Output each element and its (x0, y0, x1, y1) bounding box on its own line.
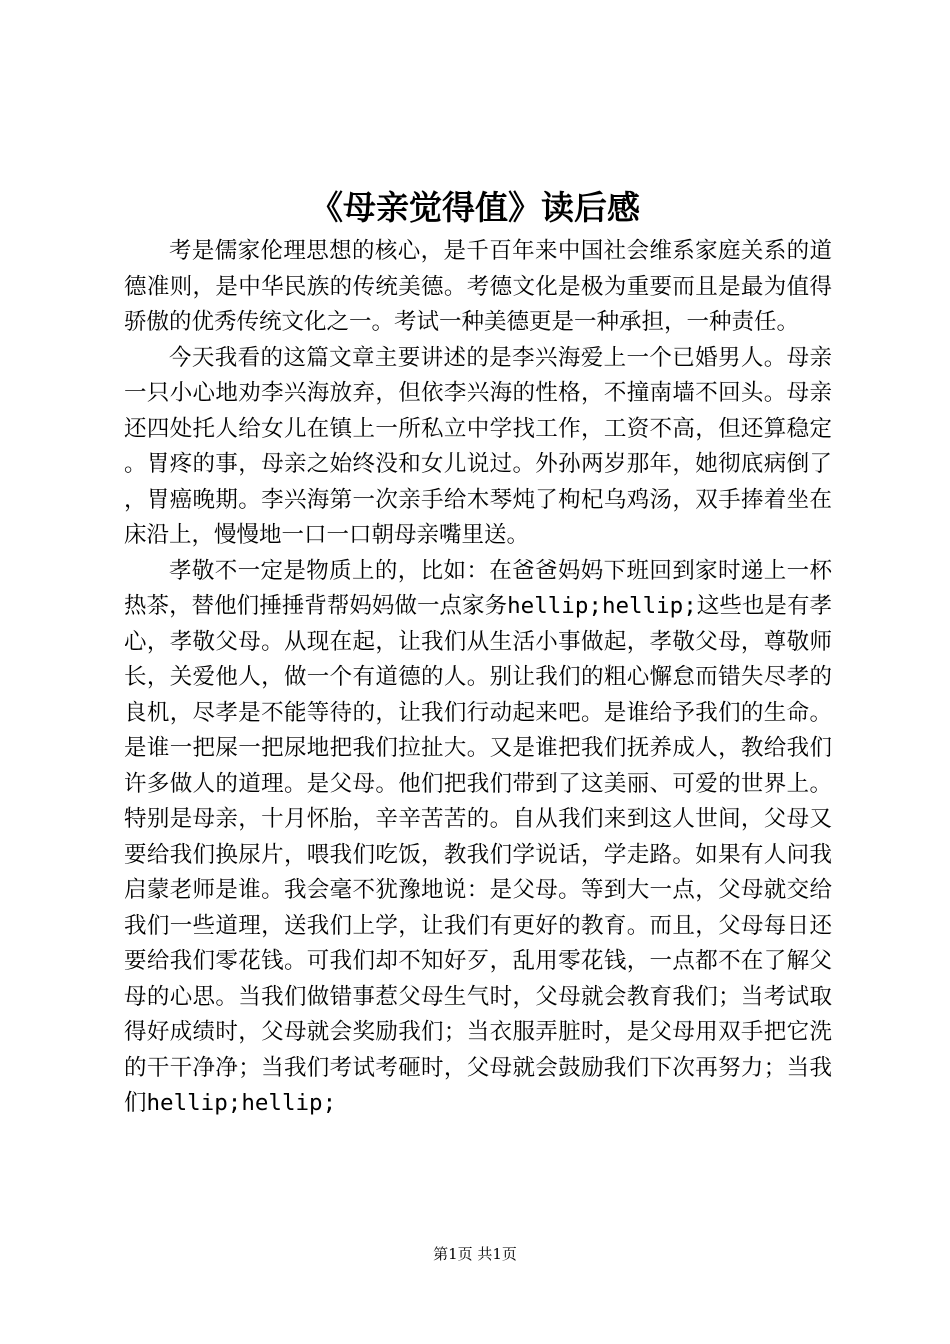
page-footer: 第1页 共1页 (433, 1245, 517, 1263)
document-body (124, 234, 832, 1122)
paragraph-2: 今天我看的这篇文章主要讲述的是李兴海爱上一个已婚男人。母亲一只小心地劝李兴海放弃，但依李兴海的性格，不撞南墙不回头。母亲还四处托人给女儿在镇上一所私立中学找工作，工资不高，但还算稳定。胃疼的事，母亲之始终没和女儿说过。外孙两岁那年，她彻底病倒了，胃癌晚期。李兴海第一次亲手给木琴炖了枸杞乌鸡汤，双手捧着坐在床沿上，慢慢地一口一口朝母亲嘴里送。 (124, 344, 832, 548)
paragraph-3: 孝敬不一定是物质上的，比如：在爸爸妈妈下班回到家时递上一杯热茶，替他们捶捶背帮妈妈做一点家务hellip;hellip;这些也是有孝心，孝敬父母。从现在起，让我们从生活小事做起，孝敬父母，尊敬师长，关爱他人，做一个有道德的人。别让我们的粗心懈怠而错失尽孝的良机，尽孝是不能等待的，让我们行动起来吧。是谁给予我们的生命。是谁一把屎一把尿地把我们拉扯大。又是谁把我们抚养成人，教给我们许多做人的道理。是父母。他们把我们带到了这美丽、可爱的世界上。特别是母亲，十月怀胎，辛辛苦苦的。自从我们来到这人世间，父母又要给我们换尿片，喂我们吃饭，教我们学说话，学走路。如果有人问我启蒙老师是谁。我会毫不犹豫地说：是父母。等到大一点，父母就交给我们一些道理，送我们上学，让我们有更好的教育。而且，父母每日还要给我们零花钱。可我们却不知好歹，乱用零花钱，一点都不在了解父母的心思。当我们做错事惹父母生气时，父母就会教育我们；当考试取得好成绩时，父母就会奖励我们；当衣服弄脏时，是父母用双手把它洗的干干净净；当我们考试考砸时，父母就会鼓励我们下次再努力；当我们hellip;hellip; (124, 557, 832, 1116)
document-title: 《母亲觉得值》读后感 (310, 188, 640, 227)
paragraph-1: 考是儒家伦理思想的核心，是千百年来中国社会维系家庭关系的道德准则，是中华民族的传统美德。考德文化是极为重要而且是最为值得骄傲的优秀传统文化之一。考试一种美德更是一种承担，一种责任。 (124, 238, 832, 335)
